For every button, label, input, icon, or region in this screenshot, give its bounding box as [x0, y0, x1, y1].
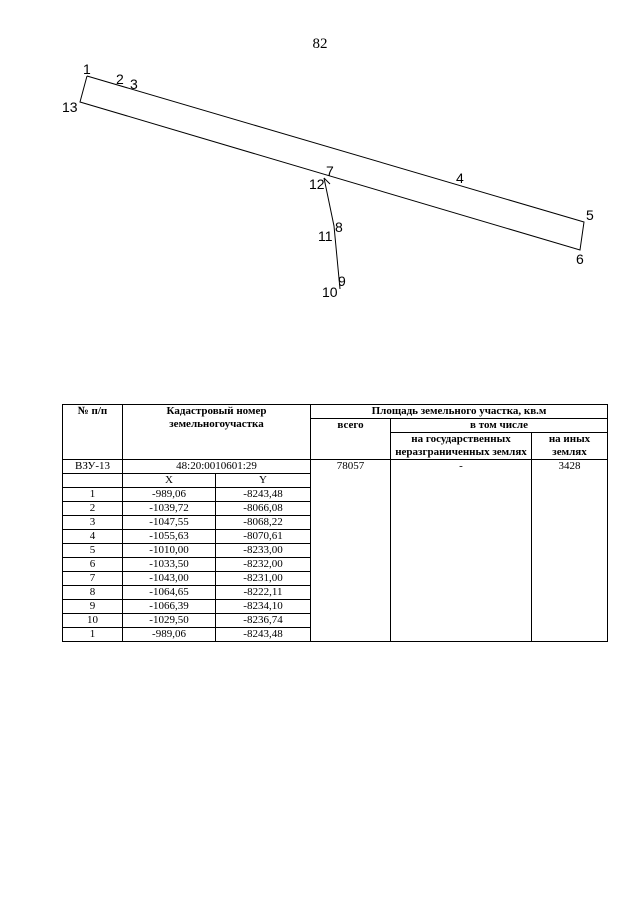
point-x: -1047,55: [123, 516, 216, 530]
point-x: -1029,50: [123, 614, 216, 628]
point-y: -8232,00: [216, 558, 311, 572]
plan-label-9: 9: [338, 273, 346, 289]
point-x: -989,06: [123, 488, 216, 502]
point-y: -8236,74: [216, 614, 311, 628]
parcel-other-area: 3428: [532, 460, 608, 642]
header-num: № п/п: [63, 405, 123, 460]
plan-label-7: 7: [326, 163, 334, 179]
point-y: -8066,08: [216, 502, 311, 516]
point-y: -8243,48: [216, 488, 311, 502]
header-cadastral: Кадастровый номер земельногоучастка: [123, 405, 311, 460]
parcel-state-area: -: [391, 460, 532, 642]
point-y: -8233,00: [216, 544, 311, 558]
point-number: 1: [63, 488, 123, 502]
page-number: 82: [312, 36, 328, 52]
plan-label-13: 13: [62, 99, 78, 115]
coord-header-x: X: [123, 474, 216, 488]
point-number: 4: [63, 530, 123, 544]
point-number: 6: [63, 558, 123, 572]
parcel-register-table: [62, 404, 608, 642]
point-x: -1033,50: [123, 558, 216, 572]
plan-label-5: 5: [586, 207, 594, 223]
header-state-lands: на государственных неразграниченных землях: [391, 433, 532, 460]
point-y: -8222,11: [216, 586, 311, 600]
point-x: -1039,72: [123, 502, 216, 516]
point-y: -8231,00: [216, 572, 311, 586]
plan-label-8: 8: [335, 219, 343, 235]
parcel-cadastral-number: 48:20:0010601:29: [123, 460, 311, 474]
parcel-plan-drawing: [0, 0, 640, 320]
point-x: -1064,65: [123, 586, 216, 600]
plan-label-10: 10: [322, 284, 338, 300]
header-total: всего: [311, 419, 391, 460]
plan-label-2: 2: [116, 71, 124, 87]
point-y: -8234,10: [216, 600, 311, 614]
header-including: в том числе: [391, 419, 608, 433]
plan-label-12: 12: [309, 176, 325, 192]
plan-label-6: 6: [576, 251, 584, 267]
point-number: 1: [63, 628, 123, 642]
point-number: 2: [63, 502, 123, 516]
parcel-id: ВЗУ-13: [63, 460, 123, 474]
parcel-total-area: 78057: [311, 460, 391, 642]
plan-label-4: 4: [456, 170, 464, 186]
coord-header-blank: [63, 474, 123, 488]
point-number: 7: [63, 572, 123, 586]
point-number: 8: [63, 586, 123, 600]
point-x: -1010,00: [123, 544, 216, 558]
point-number: 5: [63, 544, 123, 558]
plan-label-11: 11: [318, 228, 333, 244]
header-other-lands: на иных землях: [532, 433, 608, 460]
point-x: -1055,63: [123, 530, 216, 544]
point-y: -8243,48: [216, 628, 311, 642]
point-y: -8068,22: [216, 516, 311, 530]
point-number: 9: [63, 600, 123, 614]
point-number: 10: [63, 614, 123, 628]
point-x: -1066,39: [123, 600, 216, 614]
plan-label-1: 1: [83, 61, 91, 77]
point-y: -8070,61: [216, 530, 311, 544]
point-number: 3: [63, 516, 123, 530]
point-x: -989,06: [123, 628, 216, 642]
point-x: -1043,00: [123, 572, 216, 586]
plan-label-3: 3: [130, 76, 138, 92]
coord-header-y: Y: [216, 474, 311, 488]
header-area: Площадь земельного участка, кв.м: [311, 405, 608, 419]
